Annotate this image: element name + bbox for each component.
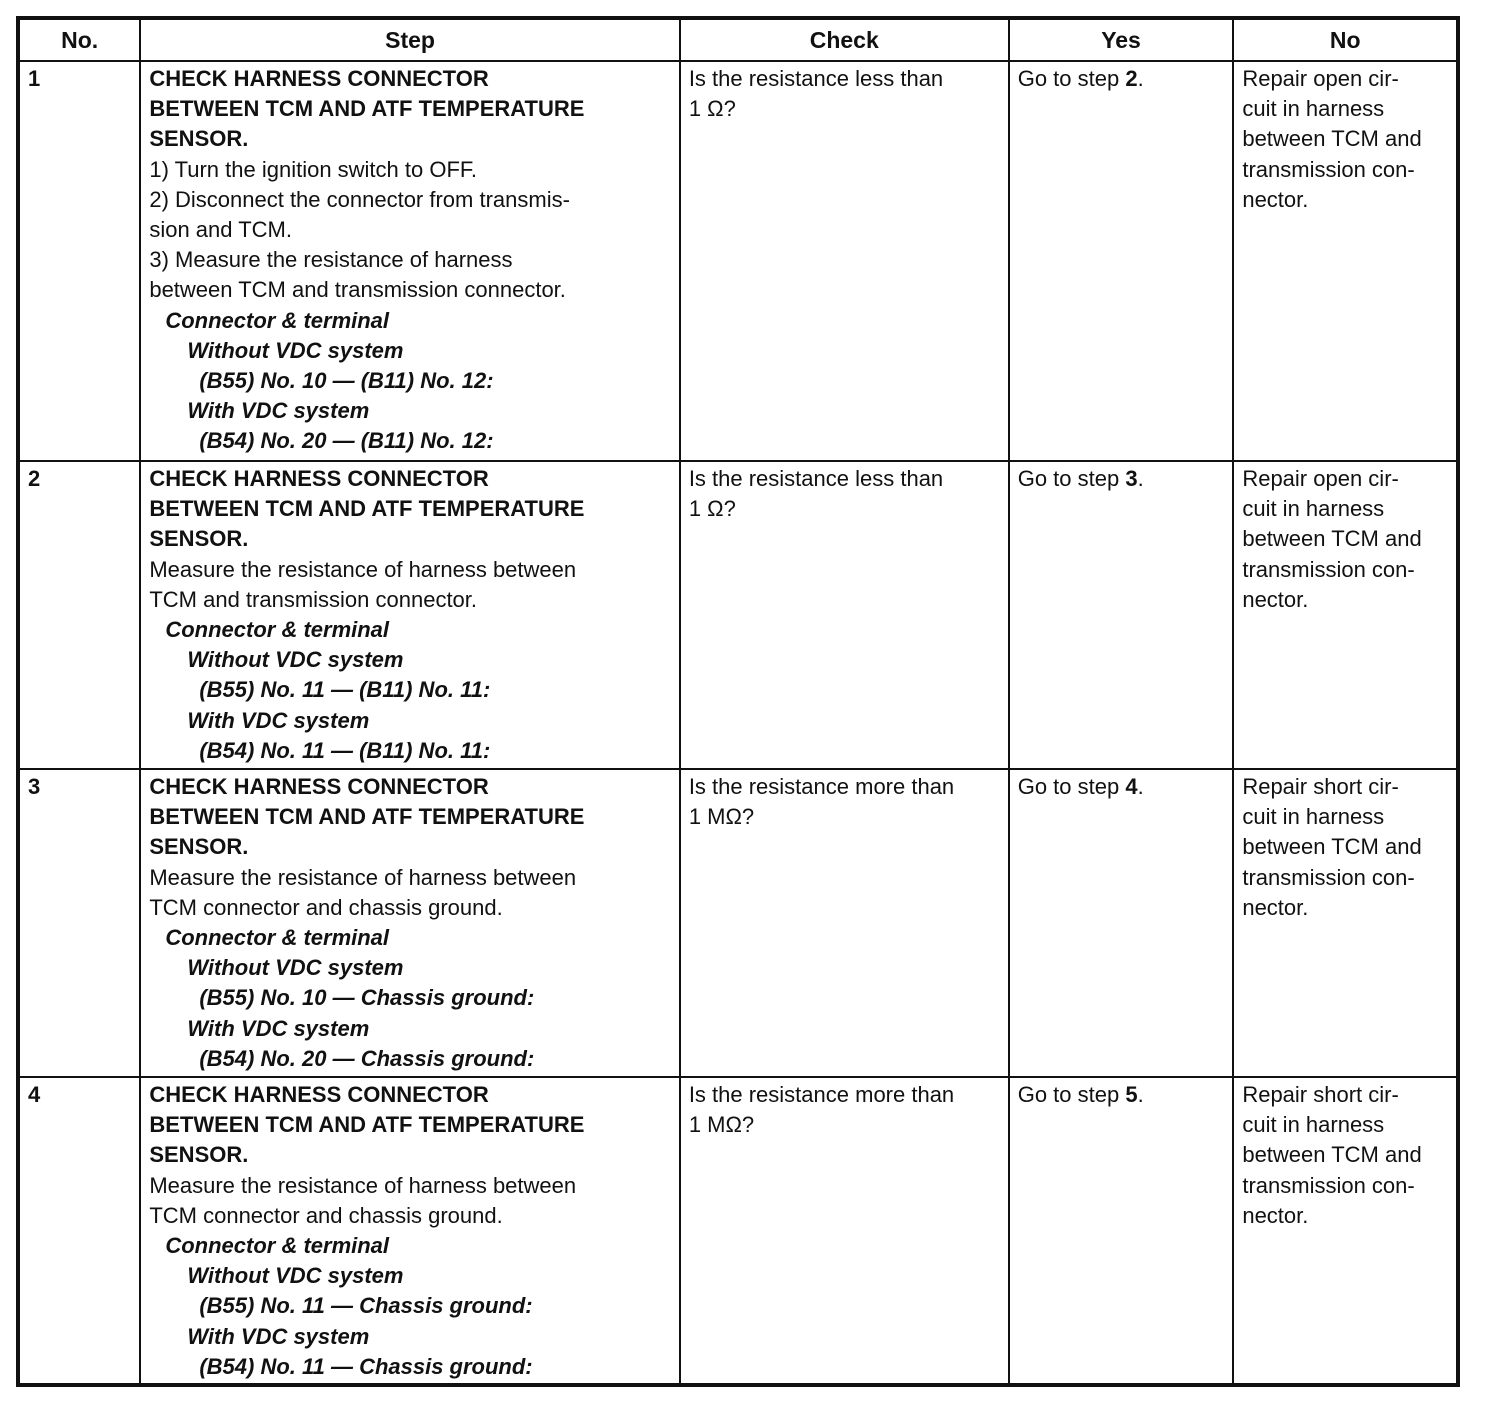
no-action: between TCM and: [1242, 126, 1422, 152]
no-action: cuit in harness: [1242, 1112, 1385, 1138]
step-instruction: Measure the resistance of harness between: [149, 556, 577, 582]
next-step-number: 5: [1125, 1082, 1138, 1107]
step-instruction: TCM connector and chassis ground.: [149, 894, 503, 920]
check-question: Is the resistance more than: [688, 1082, 955, 1107]
no-action: between TCM and: [1242, 1142, 1422, 1168]
step-title: SENSOR.: [149, 126, 249, 152]
row-number: 4: [18, 1077, 140, 1385]
step-cell: [140, 1077, 679, 1385]
step-title: BETWEEN TCM AND ATF TEMPERATURE: [149, 96, 585, 122]
header-no-action: No: [1233, 18, 1458, 61]
no-action: transmission con-: [1242, 864, 1415, 890]
step-instruction: TCM and transmission connector.: [149, 586, 478, 612]
check-question: 1 Ω?: [688, 96, 736, 122]
step-instruction: sion and TCM.: [149, 217, 292, 243]
no-cell: [1233, 1077, 1458, 1385]
header-no: No.: [18, 18, 140, 61]
without-vdc-terminals: (B55) No. 10 — (B11) No. 12:: [199, 368, 494, 394]
step-title: SENSOR.: [149, 834, 249, 860]
no-action: Repair short cir-: [1242, 1082, 1399, 1107]
header-row: [18, 18, 1458, 61]
with-vdc-label: With VDC system: [187, 1015, 370, 1041]
step-instruction: TCM connector and chassis ground.: [149, 1202, 503, 1228]
step-instruction: Measure the resistance of harness between: [149, 1172, 577, 1198]
check-cell: [680, 1077, 1009, 1385]
check-question: 1 MΩ?: [688, 1112, 755, 1138]
with-vdc-terminals: (B54) No. 11 — (B11) No. 11:: [199, 737, 491, 763]
step-instruction: 1) Turn the ignition switch to OFF.: [149, 156, 478, 182]
with-vdc-terminals: (B54) No. 11 — Chassis ground:: [199, 1353, 533, 1379]
table-row: [18, 461, 1458, 769]
table-row: [18, 769, 1458, 1077]
step-title: BETWEEN TCM AND ATF TEMPERATURE: [149, 1112, 585, 1138]
step-cell: [140, 61, 679, 461]
with-vdc-terminals: (B54) No. 20 — Chassis ground:: [199, 1045, 535, 1071]
yes-action: Go to step 3.: [1017, 466, 1144, 491]
no-action: Repair short cir-: [1242, 774, 1399, 799]
check-question: Is the resistance more than: [688, 774, 955, 799]
step-instruction: 3) Measure the resistance of harness: [149, 247, 513, 273]
no-action: cuit in harness: [1242, 804, 1385, 830]
yes-cell: [1009, 769, 1234, 1077]
no-action: between TCM and: [1242, 526, 1422, 552]
no-action: nector.: [1242, 186, 1309, 212]
no-action: transmission con-: [1242, 556, 1415, 582]
no-action: cuit in harness: [1242, 96, 1385, 122]
check-cell: [680, 769, 1009, 1077]
step-title: CHECK HARNESS CONNECTOR: [149, 66, 489, 91]
check-question: Is the resistance less than: [688, 466, 944, 491]
no-action: nector.: [1242, 894, 1309, 920]
next-step-number: 3: [1125, 466, 1138, 491]
without-vdc-label: Without VDC system: [187, 1263, 404, 1289]
step-instruction: between TCM and transmission connector.: [149, 277, 566, 303]
yes-action: Go to step 5.: [1017, 1082, 1144, 1107]
without-vdc-terminals: (B55) No. 11 — (B11) No. 11:: [199, 677, 491, 703]
check-question: 1 Ω?: [688, 496, 736, 522]
header-yes: Yes: [1009, 18, 1234, 61]
yes-cell: [1009, 461, 1234, 769]
without-vdc-terminals: (B55) No. 11 — Chassis ground:: [199, 1293, 533, 1319]
without-vdc-terminals: (B55) No. 10 — Chassis ground:: [199, 985, 535, 1011]
connector-terminal-label: Connector & terminal: [165, 1233, 390, 1259]
no-action: transmission con-: [1242, 156, 1415, 182]
without-vdc-label: Without VDC system: [187, 337, 404, 363]
with-vdc-label: With VDC system: [187, 707, 370, 733]
check-question: Is the resistance less than: [688, 66, 944, 91]
check-cell: [680, 61, 1009, 461]
next-step-number: 4: [1125, 774, 1138, 799]
step-cell: [140, 769, 679, 1077]
without-vdc-label: Without VDC system: [187, 647, 404, 673]
header-check: Check: [680, 18, 1009, 61]
no-action: cuit in harness: [1242, 496, 1385, 522]
table-row: [18, 1077, 1458, 1385]
no-cell: [1233, 61, 1458, 461]
row-number: 1: [18, 61, 140, 461]
step-title: CHECK HARNESS CONNECTOR: [149, 466, 489, 491]
with-vdc-label: With VDC system: [187, 1323, 370, 1349]
header-step: Step: [140, 18, 679, 61]
step-title: CHECK HARNESS CONNECTOR: [149, 774, 489, 799]
with-vdc-terminals: (B54) No. 20 — (B11) No. 12:: [199, 428, 494, 454]
next-step-number: 2: [1125, 66, 1138, 91]
step-title: CHECK HARNESS CONNECTOR: [149, 1082, 489, 1107]
connector-terminal-label: Connector & terminal: [165, 925, 390, 951]
step-cell: [140, 461, 679, 769]
step-title: SENSOR.: [149, 526, 249, 552]
with-vdc-label: With VDC system: [187, 398, 370, 424]
yes-cell: [1009, 61, 1234, 461]
diagnostic-table: [16, 16, 1460, 1387]
connector-terminal-label: Connector & terminal: [165, 617, 390, 643]
step-instruction: 2) Disconnect the connector from transmis-: [149, 186, 570, 212]
no-action: transmission con-: [1242, 1172, 1415, 1198]
no-action: nector.: [1242, 1202, 1309, 1228]
no-action: Repair open cir-: [1242, 66, 1399, 91]
without-vdc-label: Without VDC system: [187, 955, 404, 981]
yes-action: Go to step 4.: [1017, 774, 1144, 799]
no-action: nector.: [1242, 586, 1309, 612]
step-title: BETWEEN TCM AND ATF TEMPERATURE: [149, 496, 585, 522]
step-instruction: Measure the resistance of harness between: [149, 864, 577, 890]
step-title: SENSOR.: [149, 1142, 249, 1168]
check-cell: [680, 461, 1009, 769]
check-question: 1 MΩ?: [688, 804, 755, 830]
yes-action: Go to step 2.: [1017, 66, 1144, 91]
no-action: Repair open cir-: [1242, 466, 1399, 491]
row-number: 2: [18, 461, 140, 769]
no-cell: [1233, 461, 1458, 769]
table-row: [18, 61, 1458, 461]
no-action: between TCM and: [1242, 834, 1422, 860]
yes-cell: [1009, 1077, 1234, 1385]
no-cell: [1233, 769, 1458, 1077]
connector-terminal-label: Connector & terminal: [165, 307, 390, 333]
step-title: BETWEEN TCM AND ATF TEMPERATURE: [149, 804, 585, 830]
row-number: 3: [18, 769, 140, 1077]
